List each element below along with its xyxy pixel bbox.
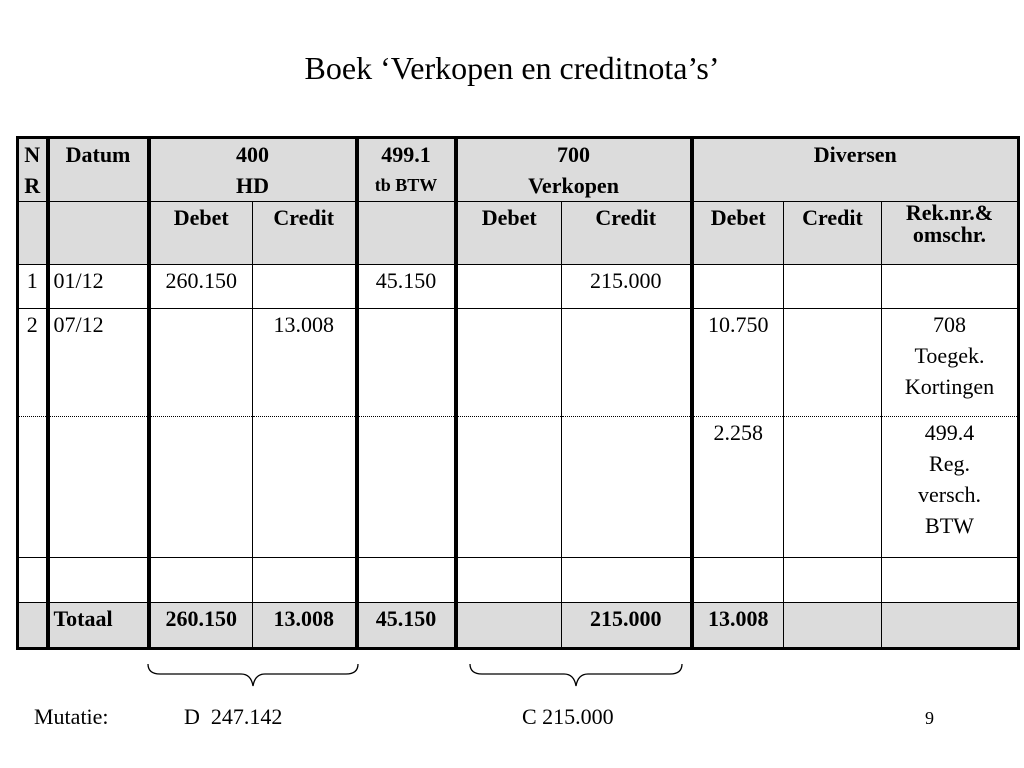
- cell-datum: 01/12: [48, 265, 149, 309]
- cell-400-debet: 260.150: [149, 265, 253, 309]
- header-nr: N R: [18, 138, 48, 202]
- table-row: [18, 265, 1019, 309]
- brace-right-icon: [468, 660, 684, 690]
- header-diversen: Diversen: [692, 138, 1019, 202]
- page-title: Boek ‘Verkopen en creditnota’s’: [304, 50, 720, 86]
- cell-700-debet: [456, 309, 562, 417]
- page-number: 9: [925, 708, 934, 728]
- header-diversen-credit: Credit: [784, 202, 882, 265]
- totals-row: [18, 603, 1019, 649]
- cell-4991: 45.150: [357, 265, 456, 309]
- cell-datum: [48, 417, 149, 558]
- header-700-debet: Debet: [456, 202, 562, 265]
- cell-400-credit: [253, 265, 357, 309]
- cell-div-debet: 10.750: [692, 309, 784, 417]
- header-diversen-debet: Debet: [692, 202, 784, 265]
- total-4991: 45.150: [357, 603, 456, 649]
- cell-400-credit: [253, 417, 357, 558]
- totals-label: Totaal: [48, 603, 149, 649]
- mutatie-credit: C 215.000: [522, 704, 614, 729]
- journal-table: [16, 136, 1020, 650]
- cell-div-credit: [784, 309, 882, 417]
- header-account-400: 400 HD: [149, 138, 357, 202]
- cell-4991: [357, 309, 456, 417]
- cell-4991: [357, 417, 456, 558]
- header-row-sides: [18, 202, 1019, 265]
- cell-reknr: [882, 265, 1019, 309]
- cell-div-debet: 2.258: [692, 417, 784, 558]
- cell-400-debet: [149, 309, 253, 417]
- cell-700-credit: 215.000: [562, 265, 692, 309]
- cell-700-debet: [456, 417, 562, 558]
- cell-datum: 07/12: [48, 309, 149, 417]
- cell-nr: 2: [18, 309, 48, 417]
- header-account-700: 700 Verkopen: [456, 138, 692, 202]
- cell-700-credit: [562, 417, 692, 558]
- header-account-4991: 499.1 tb BTW: [357, 138, 456, 202]
- header-row-accounts: [18, 138, 1019, 202]
- table-row-empty: [18, 558, 1019, 603]
- cell-reknr: 499.4 Reg. versch. BTW: [882, 417, 1019, 558]
- cell-400-debet: [149, 417, 253, 558]
- cell-div-debet: [692, 265, 784, 309]
- total-700-credit: 215.000: [562, 603, 692, 649]
- header-400-credit: Credit: [253, 202, 357, 265]
- total-div-debet: 13.008: [692, 603, 784, 649]
- mutatie-debit: D 247.142: [184, 704, 283, 729]
- cell-400-credit: 13.008: [253, 309, 357, 417]
- header-700-credit: Credit: [562, 202, 692, 265]
- table-row: [18, 309, 1019, 417]
- header-datum: Datum: [48, 138, 149, 202]
- mutatie-label: Mutatie:: [34, 704, 109, 729]
- brace-left-icon: [146, 660, 360, 690]
- cell-nr: [18, 417, 48, 558]
- header-400-debet: Debet: [149, 202, 253, 265]
- cell-reknr: 708 Toegek. Kortingen: [882, 309, 1019, 417]
- cell-div-credit: [784, 265, 882, 309]
- header-reknr: Rek.nr.& omschr.: [882, 202, 1019, 265]
- cell-700-credit: [562, 309, 692, 417]
- cell-nr: 1: [18, 265, 48, 309]
- total-400-credit: 13.008: [253, 603, 357, 649]
- cell-700-debet: [456, 265, 562, 309]
- total-400-debet: 260.150: [149, 603, 253, 649]
- cell-div-credit: [784, 417, 882, 558]
- table-row: [18, 417, 1019, 558]
